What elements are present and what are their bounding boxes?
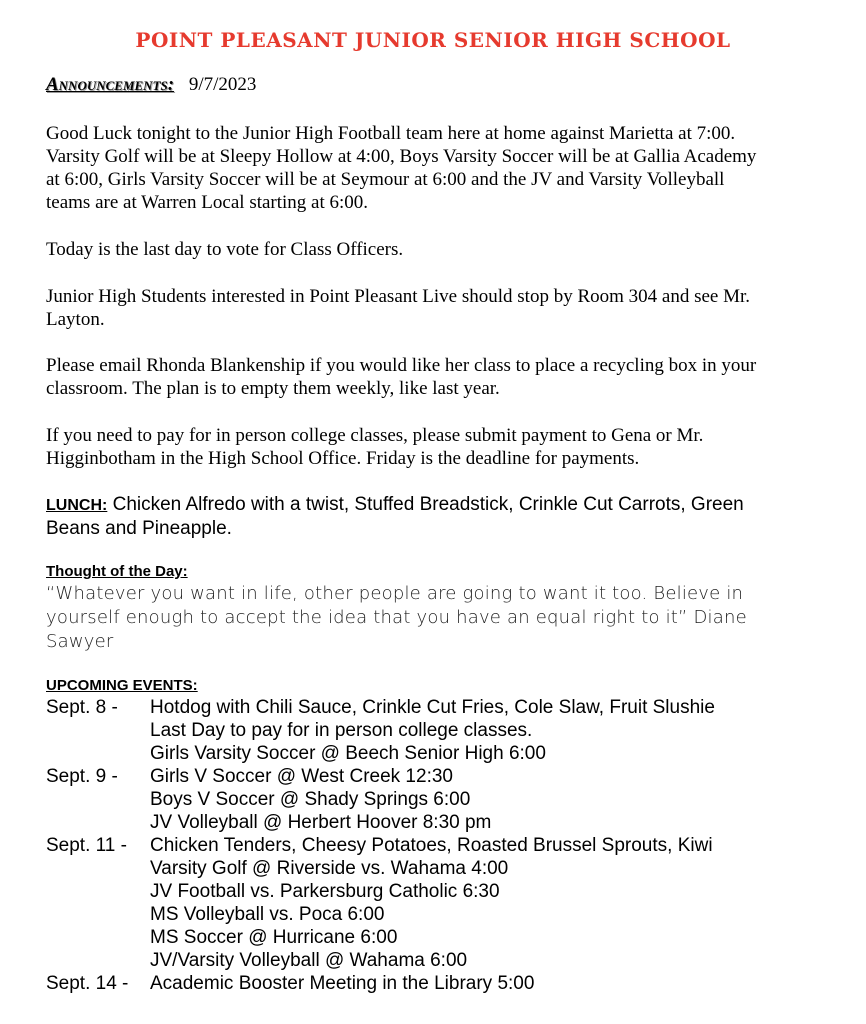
event-text: Academic Booster Meeting in the Library 5:00	[150, 973, 535, 994]
event-date: Sept. 11 -	[46, 835, 127, 856]
text-line: classroom. The plan is to empty them weekly, like last year.	[46, 378, 500, 399]
event-text: Girls Varsity Soccer @ Beech Senior High 6:00	[150, 743, 546, 764]
event-row	[46, 719, 715, 742]
events-label: UPCOMING EVENTS:	[46, 677, 198, 694]
text-line: Please email Rhonda Blankenship if you would like her class to place a recycling box in your	[46, 355, 757, 376]
event-date	[46, 788, 150, 811]
event-text: MS Volleyball vs. Poca 6:00	[150, 904, 385, 925]
lunch-text: Beans and Pineapple.	[46, 518, 232, 539]
event-row	[46, 857, 715, 880]
event-date	[46, 811, 150, 834]
event-date	[46, 742, 150, 765]
event-row	[46, 834, 715, 857]
paragraph-point-pleasant-live	[46, 285, 750, 331]
quote-line: Sawyer	[46, 631, 114, 652]
thought-section	[46, 562, 747, 654]
event-date: Sept. 8 -	[46, 697, 118, 718]
text-line: teams are at Warren Local starting at 6:00.	[46, 192, 369, 213]
paragraph-college-payment	[46, 424, 703, 470]
event-text: Chicken Tenders, Cheesy Potatoes, Roasted Brussel Sprouts, Kiwi	[150, 835, 713, 856]
text-line: Junior High Students interested in Point Pleasant Live should stop by Room 304 and see Mr.	[46, 286, 751, 307]
text-line: Layton.	[46, 309, 105, 330]
text-line: Varsity Golf will be at Sleepy Hollow at 4:00, Boys Varsity Soccer will be at Gallia Academy	[46, 146, 757, 167]
text-line: at 6:00, Girls Varsity Soccer will be at Seymour at 6:00 and the JV and Varsity Volleyball	[46, 169, 725, 190]
event-text: Last Day to pay for in person college classes.	[150, 720, 533, 741]
announcement-date: 9/7/2023	[188, 74, 257, 95]
event-row	[46, 926, 715, 949]
upcoming-events-section	[46, 676, 715, 995]
paragraph-class-officers	[46, 238, 403, 261]
quote-line: “Whatever you want in life, other people are going to want it too. Believe in	[46, 583, 744, 604]
text-line: If you need to pay for in person college classes, please submit payment to Gena or Mr.	[46, 425, 704, 446]
event-date	[46, 903, 150, 926]
events-list	[46, 696, 715, 995]
event-text: Hotdog with Chili Sauce, Crinkle Cut Fries, Cole Slaw, Fruit Slushie	[150, 697, 715, 718]
text-line: Good Luck tonight to the Junior High Football team here at home against Marietta at 7:00.	[46, 123, 736, 144]
announcements-label: Announcements:	[46, 74, 175, 95]
event-text: Boys V Soccer @ Shady Springs 6:00	[150, 789, 471, 810]
event-date: Sept. 9 -	[46, 766, 118, 787]
event-row	[46, 949, 715, 972]
event-row	[46, 742, 715, 765]
lunch-text: Chicken Alfredo with a twist, Stuffed Breadstick, Crinkle Cut Carrots, Green	[107, 494, 744, 515]
event-row	[46, 880, 715, 903]
event-date: Sept. 14 -	[46, 973, 129, 994]
event-date	[46, 926, 150, 949]
event-row	[46, 811, 715, 834]
event-text: Girls V Soccer @ West Creek 12:30	[150, 766, 453, 787]
event-row	[46, 972, 715, 995]
thought-label: Thought of the Day:	[46, 563, 188, 580]
event-text: JV Football vs. Parkersburg Catholic 6:30	[150, 881, 500, 902]
event-row	[46, 903, 715, 926]
event-text: JV/Varsity Volleyball @ Wahama 6:00	[150, 950, 468, 971]
event-row	[46, 696, 715, 719]
event-date	[46, 857, 150, 880]
school-title: POINT PLEASANT JUNIOR SENIOR HIGH SCHOOL	[135, 28, 731, 52]
paragraph-recycling	[46, 354, 756, 400]
event-text: MS Soccer @ Hurricane 6:00	[150, 927, 398, 948]
event-row	[46, 788, 715, 811]
text-line: Today is the last day to vote for Class Officers.	[46, 239, 404, 260]
event-date	[46, 949, 150, 972]
lunch-label: LUNCH:	[46, 497, 108, 514]
text-line: Higginbotham in the High School Office. Friday is the deadline for payments.	[46, 448, 640, 469]
event-date	[46, 719, 150, 742]
paragraph-sports	[46, 122, 756, 214]
event-text: Varsity Golf @ Riverside vs. Wahama 4:00	[150, 858, 509, 879]
event-row	[46, 765, 715, 788]
quote-line: yourself enough to accept the idea that you have an equal right to it” Diane	[46, 607, 747, 628]
lunch-section	[46, 493, 744, 540]
event-text: JV Volleyball @ Herbert Hoover 8:30 pm	[150, 812, 492, 833]
announcements-header	[46, 74, 256, 96]
event-date	[46, 880, 150, 903]
